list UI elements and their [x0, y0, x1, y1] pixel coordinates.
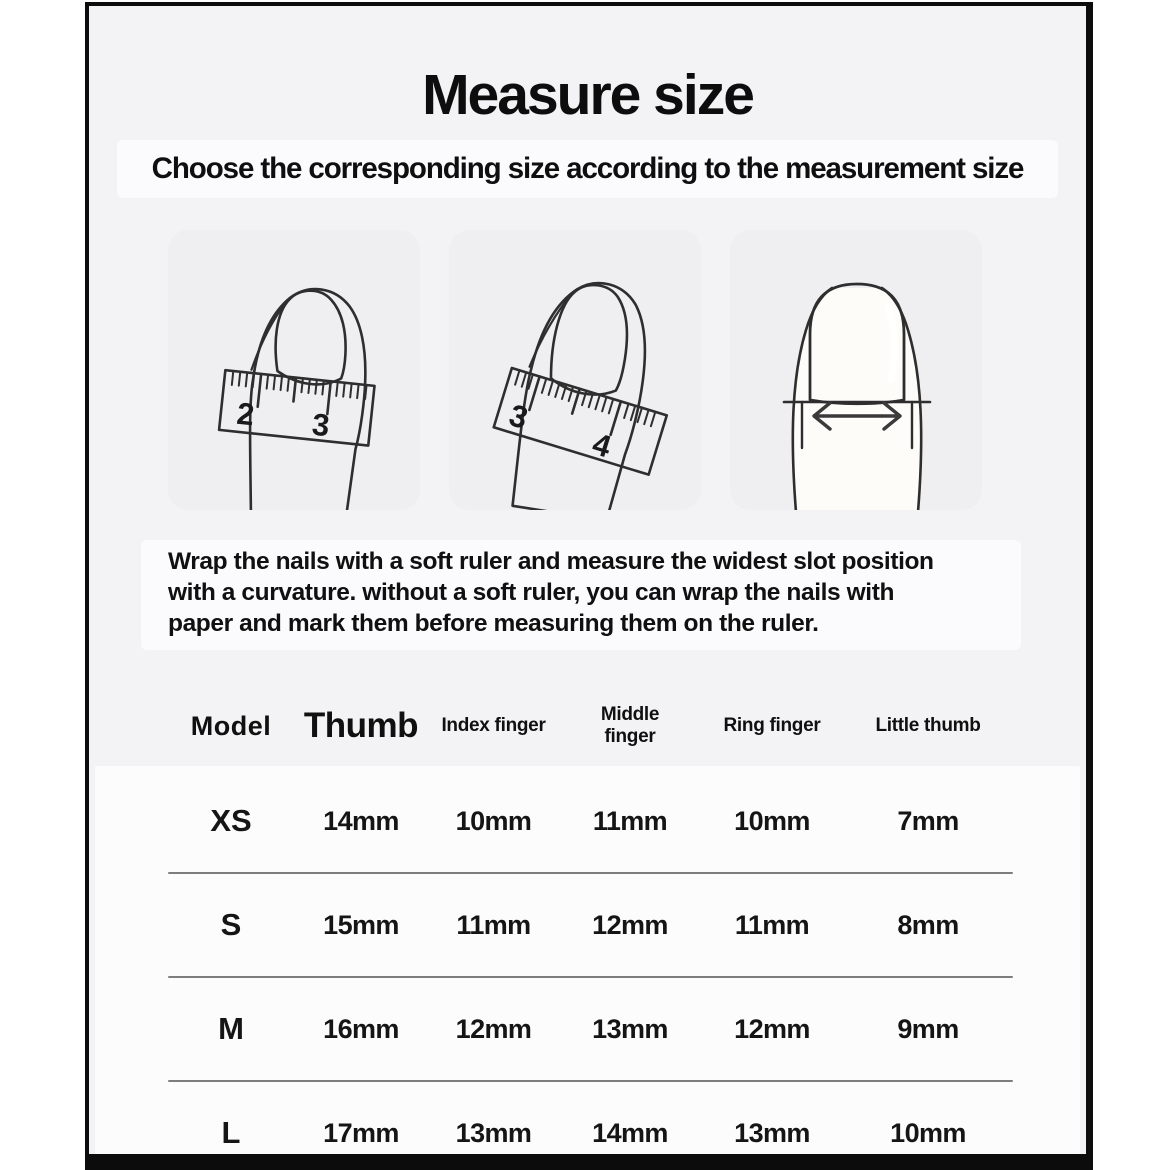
- size-label: L: [221, 1115, 241, 1150]
- table-cell: 14mm: [592, 1117, 668, 1148]
- ruler-major-ticks: [529, 376, 621, 434]
- finger-shape: [508, 274, 657, 510]
- ruler-number: 2: [235, 395, 256, 433]
- column-header-index-finger: Index finger: [441, 715, 546, 736]
- ruler-number: 4: [588, 425, 616, 465]
- finger-shape: [245, 286, 370, 510]
- soft-ruler-band: [219, 370, 375, 447]
- size-table: [168, 684, 1013, 1170]
- instruction-line: paper and mark them before measuring them on the ruler.: [168, 610, 819, 637]
- table-body: [168, 768, 1013, 1170]
- table-cell: 12mm: [592, 909, 668, 940]
- content-card: [85, 2, 1093, 1170]
- table-cell: 12mm: [455, 1013, 532, 1044]
- page-title: Measure size: [422, 63, 753, 127]
- nail-shape: [546, 280, 635, 399]
- column-header-thumb: Thumb: [303, 706, 419, 745]
- table-cell: 10mm: [890, 1117, 966, 1148]
- instruction-line: with a curvature. without a soft ruler, you can wrap the nails with: [168, 579, 895, 606]
- table-cell: 12mm: [734, 1013, 810, 1044]
- table-header-row: [168, 684, 1013, 768]
- table-row-m: [168, 978, 1013, 1080]
- nail-width-drawing: [730, 230, 982, 510]
- size-label: XS: [210, 803, 252, 838]
- table-cell: 16mm: [323, 1013, 399, 1044]
- table-row-s: [168, 874, 1013, 976]
- table-cell: 7mm: [897, 805, 959, 836]
- ruler-number: 3: [505, 397, 532, 436]
- table-cell: 14mm: [323, 805, 399, 836]
- instruction-line: Wrap the nails with a soft ruler and measure the widest slot position: [168, 548, 934, 575]
- illustration-row: [168, 230, 982, 510]
- table-cell: 11mm: [456, 909, 531, 940]
- table-cell: 17mm: [323, 1117, 399, 1148]
- illustration-nail-width: [730, 230, 982, 510]
- table-row-l: [168, 1082, 1013, 1170]
- measuring-instructions: [168, 546, 1068, 639]
- illustration-wrap-ruler-2: [449, 230, 701, 510]
- column-header-little-thumb: Little thumb: [875, 715, 981, 736]
- finger-ruler-drawing-1: [168, 230, 420, 510]
- column-header-middle-finger: Middle finger: [600, 704, 660, 747]
- table-row-xs: [168, 770, 1013, 872]
- page-subtitle: Choose the corresponding size according to the measurement size: [151, 152, 1024, 185]
- finger-ruler-drawing-2: [449, 230, 701, 510]
- ruler-number: 3: [310, 406, 332, 444]
- ruler-minor-ticks: [515, 370, 655, 426]
- table-cell: 8mm: [897, 909, 959, 940]
- table-cell: 9mm: [897, 1013, 959, 1044]
- size-label: S: [220, 907, 242, 942]
- table-cell: 10mm: [455, 805, 532, 836]
- column-header-ring-finger: Ring finger: [723, 715, 821, 736]
- table-cell: 13mm: [734, 1117, 810, 1148]
- illustration-wrap-ruler-1: [168, 230, 420, 510]
- table-cell: 10mm: [734, 805, 810, 836]
- table-cell: 11mm: [734, 909, 810, 940]
- table-cell: 15mm: [323, 909, 399, 940]
- table-cell: 13mm: [455, 1117, 532, 1148]
- column-header-model: Model: [190, 710, 272, 741]
- table-cell: 13mm: [592, 1013, 668, 1044]
- soft-ruler-band: [493, 368, 667, 478]
- size-label: M: [218, 1011, 244, 1046]
- table-cell: 11mm: [592, 805, 668, 836]
